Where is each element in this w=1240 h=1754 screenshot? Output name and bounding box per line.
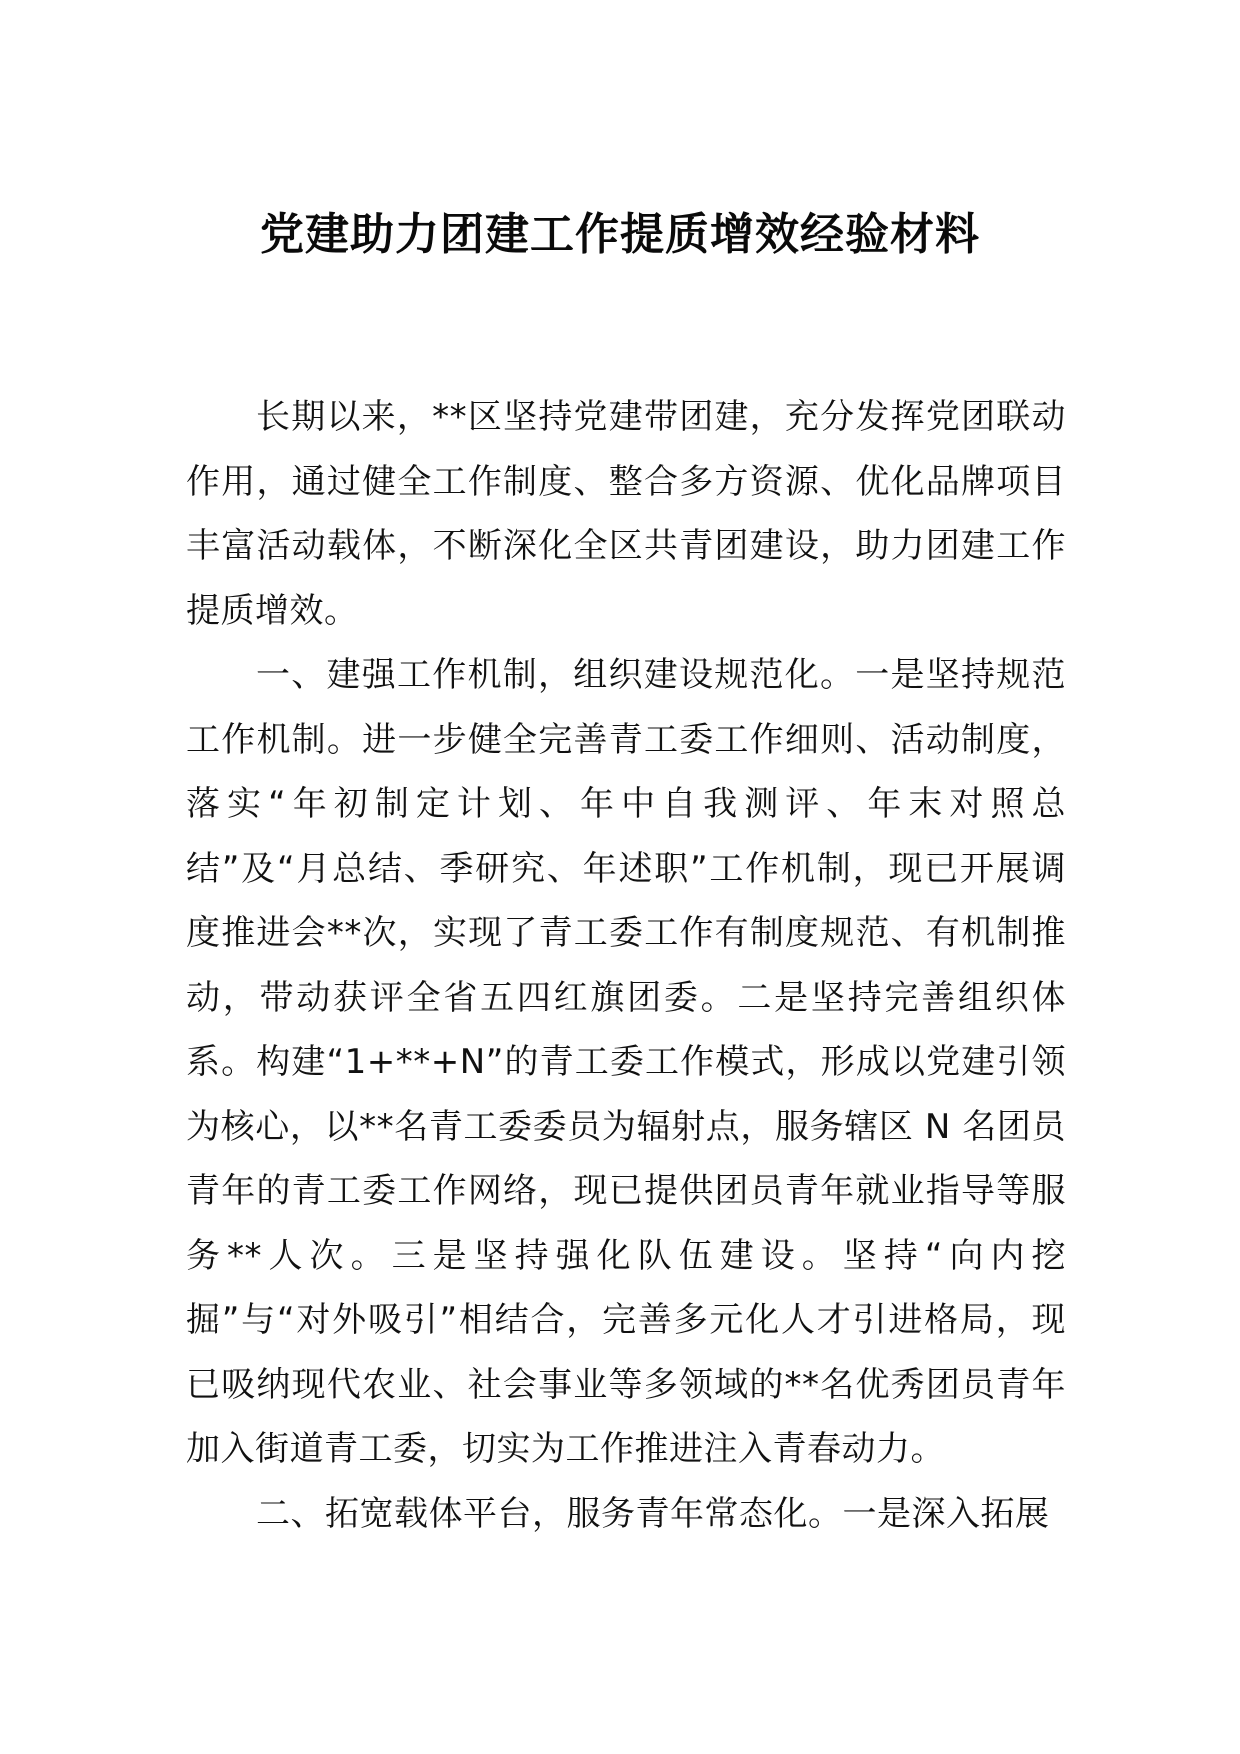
- paragraph-section-two: 二、拓宽载体平台，服务青年常态化。一是深入拓展: [256, 1493, 1050, 1534]
- document-title: 党建助力团建工作提质增效经验材料: [260, 209, 980, 260]
- document-body: [186, 385, 1066, 1546]
- paragraph-intro: 长期以来，**区坚持党建带团建，充分发挥党团联动作用，通过健全工作制度、整合多方资源、优化品牌项目丰富活动载体，不断深化全区共青团建设，助力团建工作提质增效。: [186, 397, 1066, 631]
- paragraph-section-one: 一、建强工作机制，组织建设规范化。一是坚持规范工作机制。进一步健全完善青工委工作细则、活动制度，落实“年初制定计划、年中自我测评、年末对照总结”及“月总结、季研究、年述职”工作机制，现已开展调度推进会**次，实现了青工委工作有制度规范、有机制推动，带动获评全省五四红旗团委。二是坚持完善组织体系。构建“1+**+N”的青工委工作模式，形成以党建引领为核心，以**名青工委委员为辐射点，服务辖区 N 名团员青年的青工委工作网络，现已提供团员青年就业指导等服务**人次。三是坚持强化队伍建设。坚持“向内挖掘”与“对外吸引”相结合，完善多元化人才引进格局，现已吸纳现代农业、社会事业等多领域的**名优秀团员青年加入街道青工委，切实为工作推进注入青春动力。: [186, 655, 1066, 1469]
